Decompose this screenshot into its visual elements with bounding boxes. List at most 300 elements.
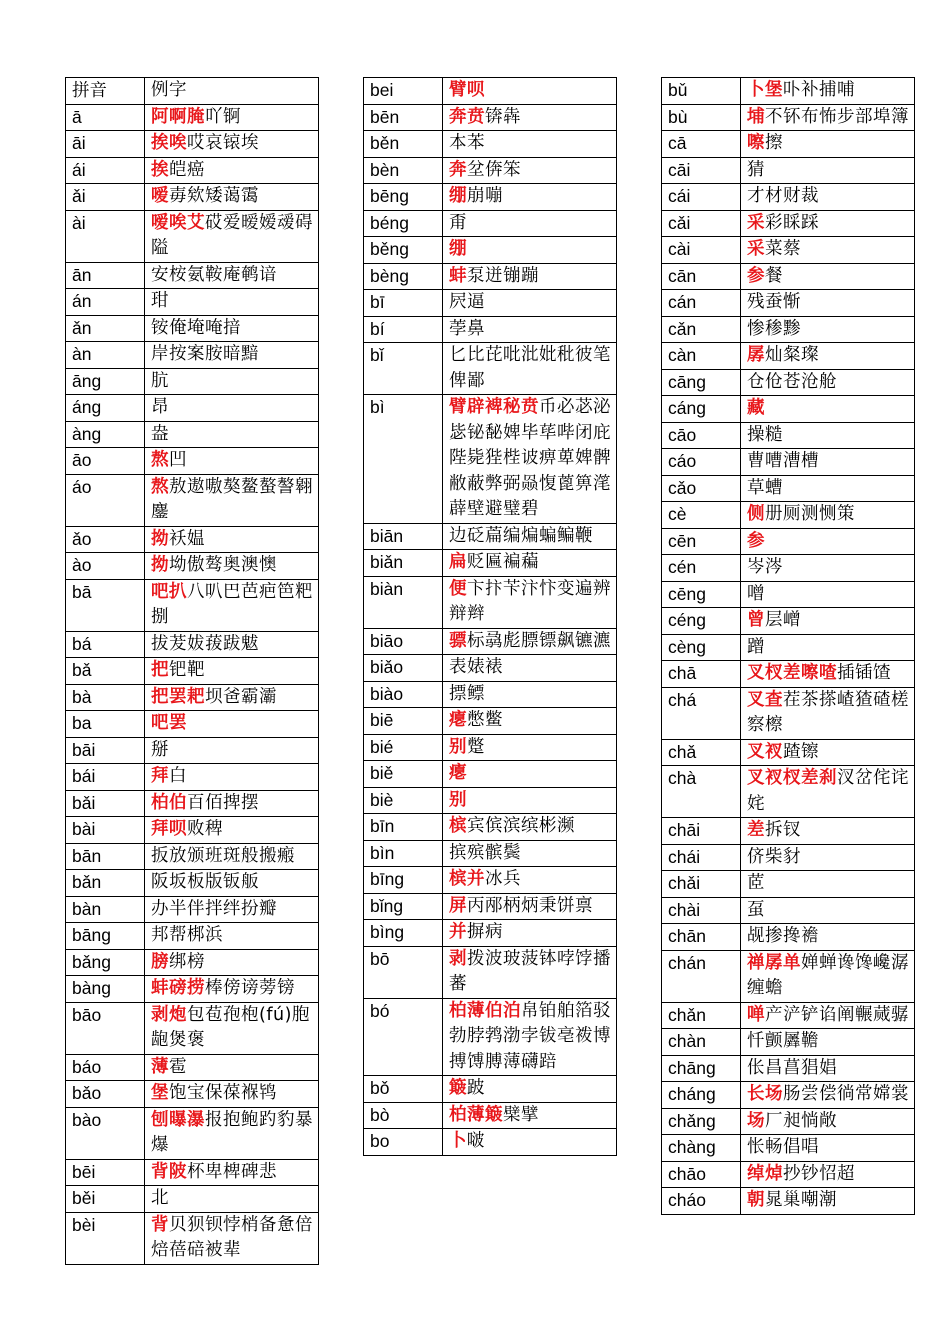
pinyin-cell: cài xyxy=(662,237,741,264)
example-cell xyxy=(443,655,617,682)
pinyin-cell: béng xyxy=(364,210,443,237)
example-chars: 怅畅倡唱 xyxy=(747,1137,819,1157)
example-cell xyxy=(741,78,915,105)
table-row xyxy=(66,949,319,976)
pinyin-cell: bù xyxy=(662,104,741,131)
polyphonic-chars: 熬 xyxy=(151,476,169,497)
pinyin-cell: chǎi xyxy=(662,871,741,898)
polyphonic-chars: 拜呗 xyxy=(151,819,187,839)
pinyin-cell: bǐ xyxy=(364,343,443,395)
pinyin-cell: cāo xyxy=(662,422,741,449)
example-chars: 厂昶惝敞 xyxy=(765,1110,837,1131)
pinyin-cell: biàn xyxy=(364,576,443,628)
example-cell xyxy=(443,104,617,131)
table-row xyxy=(662,157,915,184)
example-cell xyxy=(741,608,915,635)
pinyin-cell: bá xyxy=(66,631,145,658)
table-row xyxy=(66,870,319,897)
pinyin-cell: ān xyxy=(66,262,145,289)
polyphonic-chars: 别 xyxy=(449,789,467,810)
table-row xyxy=(364,395,617,524)
pinyin-cell: bái xyxy=(66,764,145,791)
polyphonic-chars: 嗳 xyxy=(151,186,169,206)
example-chars: 产浐铲谄阐冁蒇骣 xyxy=(765,1004,909,1025)
table-row xyxy=(364,628,617,655)
pinyin-cell: biě xyxy=(364,761,443,788)
example-cell xyxy=(145,526,319,553)
table-row xyxy=(66,315,319,342)
example-cell xyxy=(741,661,915,688)
pinyin-cell: bào xyxy=(66,1107,145,1159)
table-row xyxy=(66,817,319,844)
polyphonic-chars: 拗 xyxy=(151,528,169,549)
example-chars: 侪柴豺 xyxy=(747,846,801,867)
example-cell xyxy=(443,998,617,1076)
example-chars: 北 xyxy=(151,1188,169,1208)
example-chars: 茬茶搽嵖猹碴槎察檫 xyxy=(747,689,909,735)
table-row xyxy=(66,448,319,475)
polyphonic-chars: 卜 xyxy=(449,1131,467,1151)
table-row xyxy=(66,684,319,711)
example-chars: 曹嘈漕槽 xyxy=(747,451,819,471)
pinyin-table-column-2 xyxy=(363,77,617,1156)
table-row xyxy=(66,1212,319,1264)
pinyin-cell: chài xyxy=(662,897,741,924)
polyphonic-chars: 柏薄簸 xyxy=(449,1104,503,1125)
polyphonic-chars: 采 xyxy=(747,212,765,233)
example-cell xyxy=(145,1212,319,1264)
example-cell xyxy=(443,550,617,577)
example-chars: 玵 xyxy=(151,291,169,311)
example-chars: 晁巢嘲潮 xyxy=(765,1190,837,1210)
pinyin-cell: chāo xyxy=(662,1161,741,1188)
example-cell xyxy=(443,290,617,317)
example-chars: 汊岔侘诧姹 xyxy=(747,768,909,814)
example-chars: 不钚布怖步部埠簿 xyxy=(765,106,909,127)
example-cell xyxy=(741,924,915,951)
pinyin-cell: cáng xyxy=(662,396,741,423)
example-cell xyxy=(145,843,319,870)
example-chars: 岑涔 xyxy=(747,557,783,577)
pinyin-cell: biāo xyxy=(364,628,443,655)
example-cell xyxy=(741,844,915,871)
example-chars: 草螬 xyxy=(747,477,783,498)
example-chars: 卞抃苄汴忭变遍辨辩辫 xyxy=(449,578,611,624)
polyphonic-chars: 叉衩杈差刹 xyxy=(747,768,837,788)
example-chars: 抄钞怊超 xyxy=(783,1163,855,1184)
pinyin-cell: chān xyxy=(662,924,741,951)
example-cell xyxy=(741,369,915,396)
header-examples: 例字 xyxy=(145,78,319,105)
table-row xyxy=(662,263,915,290)
example-cell xyxy=(443,867,617,894)
example-cell xyxy=(443,840,617,867)
table-row xyxy=(66,658,319,685)
pinyin-cell: bēn xyxy=(364,104,443,131)
polyphonic-chars: 瘪 xyxy=(449,763,467,783)
polyphonic-chars: 拗 xyxy=(151,555,169,575)
example-cell xyxy=(145,131,319,158)
polyphonic-chars: 采 xyxy=(747,239,765,259)
polyphonic-chars: 背 xyxy=(151,1214,169,1235)
table-row xyxy=(66,526,319,553)
table-row xyxy=(662,237,915,264)
polyphonic-chars: 把罢耙 xyxy=(151,686,205,707)
table-row xyxy=(662,1135,915,1162)
example-chars: 匕比芘吡沘妣秕彼笔俾鄙 xyxy=(449,345,611,391)
example-cell xyxy=(443,395,617,524)
example-cell xyxy=(443,1076,617,1103)
pinyin-cell: biǎn xyxy=(364,550,443,577)
table-row xyxy=(662,1108,915,1135)
example-chars: 摽鳔 xyxy=(449,683,485,704)
example-cell xyxy=(145,1186,319,1213)
example-cell xyxy=(145,289,319,316)
example-chars: 白 xyxy=(169,766,187,786)
table-row xyxy=(662,396,915,423)
header-pinyin: 拼音 xyxy=(66,78,145,105)
polyphonic-chars: 簸 xyxy=(449,1078,467,1098)
table-row xyxy=(662,422,915,449)
pinyin-cell: biē xyxy=(364,708,443,735)
table-row xyxy=(364,78,617,105)
example-chars: 锛犇 xyxy=(485,106,521,127)
pinyin-cell: ba xyxy=(66,711,145,738)
polyphonic-chars: 熬 xyxy=(151,450,169,470)
example-chars: 摈殡髌鬓 xyxy=(449,842,521,863)
pinyin-cell: bǒ xyxy=(364,1076,443,1103)
table-row xyxy=(364,681,617,708)
pinyin-cell: bà xyxy=(66,684,145,711)
table-row xyxy=(364,523,617,550)
example-chars: 才材财裁 xyxy=(747,186,819,206)
pinyin-cell: běn xyxy=(364,131,443,158)
pinyin-cell: cēng xyxy=(662,581,741,608)
example-chars: 袄媪 xyxy=(169,528,205,549)
table-row xyxy=(662,78,915,105)
table-row xyxy=(66,631,319,658)
pinyin-cell: chàng xyxy=(662,1135,741,1162)
example-chars: 屄逼 xyxy=(449,292,485,312)
table-row xyxy=(662,924,915,951)
pinyin-cell: bàng xyxy=(66,976,145,1003)
table-row xyxy=(662,131,915,158)
example-cell xyxy=(443,681,617,708)
example-cell xyxy=(741,528,915,555)
pinyin-table-column-1 xyxy=(65,77,319,1265)
example-chars: 拨波玻菠钵哱饽播蕃 xyxy=(449,948,611,994)
table-row xyxy=(66,1054,319,1081)
pinyin-cell: chǎn xyxy=(662,1002,741,1029)
example-chars: 檗擘 xyxy=(503,1104,539,1125)
pinyin-cell: cháo xyxy=(662,1188,741,1215)
table-row xyxy=(662,766,915,818)
table-row xyxy=(364,263,617,290)
pinyin-cell: chá xyxy=(662,687,741,739)
pinyin-cell: bǐng xyxy=(364,893,443,920)
table-row xyxy=(66,1081,319,1108)
pinyin-cell: bīng xyxy=(364,867,443,894)
example-cell xyxy=(741,343,915,370)
example-cell xyxy=(145,448,319,475)
example-cell xyxy=(443,1102,617,1129)
polyphonic-chars: 扁 xyxy=(449,552,467,572)
pinyin-cell: chāng xyxy=(662,1055,741,1082)
pinyin-cell: bò xyxy=(364,1102,443,1129)
example-chars: 币必苾泌毖铋馝婢毕荜哔闭庇陛毙狴梐诐痹萆婢髀敝蔽弊弼赑愎蓖箅滗薜壁避璧碧 xyxy=(449,397,611,519)
table-row xyxy=(662,871,915,898)
pinyin-cell: bēi xyxy=(66,1159,145,1186)
example-cell xyxy=(741,687,915,739)
table-row xyxy=(66,1107,319,1159)
table-row xyxy=(662,316,915,343)
polyphonic-chars: 刨曝瀑 xyxy=(151,1109,205,1130)
polyphonic-chars: 蚌磅捞 xyxy=(151,978,205,998)
example-chars: 帛铂舶箔驳勃脖鹁渤孛钹亳袯博搏馎膊薄礴踣 xyxy=(449,1000,611,1072)
example-chars: 甭 xyxy=(449,212,467,233)
table-row xyxy=(662,1161,915,1188)
polyphonic-chars: 挨 xyxy=(151,159,169,180)
example-cell xyxy=(443,523,617,550)
example-chars: 册厕测恻策 xyxy=(765,504,855,524)
polyphonic-chars: 嗳唉艾 xyxy=(151,212,205,233)
pinyin-cell: bei xyxy=(364,78,443,105)
example-cell xyxy=(443,1129,617,1156)
table-row xyxy=(662,844,915,871)
table-row xyxy=(66,1186,319,1213)
table-row xyxy=(662,555,915,582)
table-row xyxy=(662,449,915,476)
example-chars: 钯靶 xyxy=(169,660,205,680)
table-row xyxy=(66,184,319,211)
table-row xyxy=(364,131,617,158)
example-chars: 拔茇妭菝跋魃 xyxy=(151,633,259,654)
polyphonic-chars: 吧扒 xyxy=(151,581,187,602)
example-cell xyxy=(145,342,319,369)
example-cell xyxy=(145,157,319,184)
polyphonic-chars: 把 xyxy=(151,660,169,680)
example-cell xyxy=(741,210,915,237)
example-cell xyxy=(741,396,915,423)
pinyin-cell: bāo xyxy=(66,1002,145,1054)
pinyin-cell: ài xyxy=(66,210,145,262)
example-chars: 哎哀锿埃 xyxy=(187,133,259,153)
table-row xyxy=(66,342,319,369)
pinyin-cell: àn xyxy=(66,342,145,369)
example-cell xyxy=(145,896,319,923)
example-cell xyxy=(741,1002,915,1029)
example-chars: 卟补捕哺 xyxy=(783,80,855,100)
pinyin-cell: bèn xyxy=(364,157,443,184)
table-row xyxy=(364,343,617,395)
pinyin-cell: bèi xyxy=(66,1212,145,1264)
example-cell xyxy=(145,315,319,342)
example-chars: 本苯 xyxy=(449,133,485,153)
table-row xyxy=(364,184,617,211)
example-cell xyxy=(443,708,617,735)
example-cell xyxy=(443,237,617,264)
table-row xyxy=(66,737,319,764)
example-chars: 茝 xyxy=(747,873,765,893)
pinyin-cell: bàn xyxy=(66,896,145,923)
table-row xyxy=(662,369,915,396)
pinyin-cell: běng xyxy=(364,237,443,264)
table-row xyxy=(66,104,319,131)
table-row xyxy=(364,1076,617,1103)
table-row xyxy=(662,950,915,1002)
example-chars: 铵俺埯唵揞 xyxy=(151,317,241,338)
example-cell xyxy=(443,761,617,788)
polyphonic-chars: 长场 xyxy=(747,1084,783,1104)
pinyin-cell: bié xyxy=(364,734,443,761)
pinyin-cell: bó xyxy=(364,998,443,1076)
example-chars: 八叭巴芭疤笆粑捌 xyxy=(151,581,313,627)
pinyin-cell: áng xyxy=(66,395,145,422)
pinyin-cell: ā xyxy=(66,104,145,131)
table-row xyxy=(662,343,915,370)
table-row xyxy=(364,316,617,343)
example-chars: 掰 xyxy=(151,739,169,760)
pinyin-cell: bīn xyxy=(364,814,443,841)
example-cell xyxy=(145,368,319,395)
table-row xyxy=(364,734,617,761)
pinyin-cell: bì xyxy=(364,395,443,524)
example-cell xyxy=(741,449,915,476)
table-row xyxy=(662,739,915,766)
example-chars: 坝爸霸灞 xyxy=(205,686,277,707)
table-row xyxy=(662,210,915,237)
example-cell xyxy=(145,631,319,658)
table-row xyxy=(364,998,617,1076)
table-row xyxy=(364,761,617,788)
example-chars: 层嶒 xyxy=(765,610,801,630)
example-cell xyxy=(145,923,319,950)
example-chars: 操糙 xyxy=(747,424,783,445)
example-chars: 擦 xyxy=(765,133,783,153)
example-chars: 插锸馇 xyxy=(837,663,891,683)
pinyin-cell: chǎng xyxy=(662,1108,741,1135)
example-cell xyxy=(443,157,617,184)
example-cell xyxy=(741,1055,915,1082)
example-cell xyxy=(741,739,915,766)
table-row xyxy=(662,581,915,608)
polyphonic-chars: 叉杈差嚓喳 xyxy=(747,663,837,683)
example-cell xyxy=(443,734,617,761)
example-chars: 摒病 xyxy=(467,922,503,942)
example-cell xyxy=(741,634,915,661)
pinyin-cell: ǎn xyxy=(66,315,145,342)
example-cell xyxy=(741,290,915,317)
pinyin-cell: biān xyxy=(364,523,443,550)
pinyin-cell: bǎo xyxy=(66,1081,145,1108)
example-chars: 荸鼻 xyxy=(449,318,485,339)
example-cell xyxy=(145,658,319,685)
polyphonic-chars: 绷 xyxy=(449,186,467,206)
pinyin-cell: bǎng xyxy=(66,949,145,976)
table-row xyxy=(662,1055,915,1082)
polyphonic-chars: 吧罢 xyxy=(151,713,187,733)
example-chars: 噌 xyxy=(747,583,765,604)
table-row xyxy=(662,528,915,555)
table-row xyxy=(662,1029,915,1056)
example-cell xyxy=(443,210,617,237)
example-cell xyxy=(741,422,915,449)
polyphonic-chars: 膀 xyxy=(151,951,169,972)
example-chars: 盎 xyxy=(151,423,169,444)
pinyin-cell: bō xyxy=(364,946,443,998)
example-chars: 蹭 xyxy=(747,636,765,657)
table-row xyxy=(66,553,319,580)
pinyin-cell: bǎn xyxy=(66,870,145,897)
example-cell xyxy=(145,553,319,580)
table-row xyxy=(66,131,319,158)
example-chars: 泵迸镚蹦 xyxy=(467,265,539,286)
table-row xyxy=(66,289,319,316)
example-cell xyxy=(145,210,319,262)
table-row xyxy=(66,896,319,923)
example-chars: 婵蝉谗馋巉潺缠蟾 xyxy=(747,952,909,998)
pinyin-cell: bāng xyxy=(66,923,145,950)
example-cell xyxy=(443,628,617,655)
polyphonic-chars: 参 xyxy=(747,265,765,286)
example-chars: 昂 xyxy=(151,397,169,417)
table-row xyxy=(364,576,617,628)
table-row xyxy=(66,474,319,526)
example-cell xyxy=(443,263,617,290)
example-cell xyxy=(443,814,617,841)
example-chars: 觇掺搀襜 xyxy=(747,926,819,946)
table-row xyxy=(364,920,617,947)
pinyin-cell: ào xyxy=(66,553,145,580)
example-cell xyxy=(741,950,915,1002)
table-row xyxy=(662,634,915,661)
table-row xyxy=(662,104,915,131)
polyphonic-chars: 孱 xyxy=(747,345,765,365)
polyphonic-chars: 啴 xyxy=(747,1004,765,1025)
pinyin-cell: chāi xyxy=(662,818,741,845)
pinyin-cell: án xyxy=(66,289,145,316)
example-cell xyxy=(145,104,319,131)
polyphonic-chars: 卜堡 xyxy=(747,80,783,100)
table-row xyxy=(66,790,319,817)
polyphonic-chars: 槟并 xyxy=(449,869,485,889)
example-cell xyxy=(741,316,915,343)
example-chars: 拆钗 xyxy=(765,820,801,840)
table-row xyxy=(662,475,915,502)
example-chars: 吖锕 xyxy=(205,106,241,127)
pinyin-cell: āo xyxy=(66,448,145,475)
pinyin-cell: cǎo xyxy=(662,475,741,502)
example-cell xyxy=(741,818,915,845)
example-chars: 伥昌菖猖娼 xyxy=(747,1057,837,1078)
example-chars: 雹 xyxy=(169,1056,187,1077)
example-chars: 报抱鲍趵豹暴爆 xyxy=(151,1109,313,1155)
table-row xyxy=(66,262,319,289)
example-chars: 憋鳖 xyxy=(467,710,503,730)
example-cell xyxy=(443,893,617,920)
table-row xyxy=(662,818,915,845)
pinyin-cell: cháng xyxy=(662,1082,741,1109)
pinyin-cell: áo xyxy=(66,474,145,526)
pinyin-cell: bài xyxy=(66,817,145,844)
example-cell xyxy=(741,581,915,608)
example-cell xyxy=(741,1135,915,1162)
table-row xyxy=(364,104,617,131)
table-row xyxy=(66,843,319,870)
pinyin-cell: chà xyxy=(662,766,741,818)
example-chars: 标骉彪膘镖飙镳瀌 xyxy=(467,630,611,651)
table-row xyxy=(66,976,319,1003)
